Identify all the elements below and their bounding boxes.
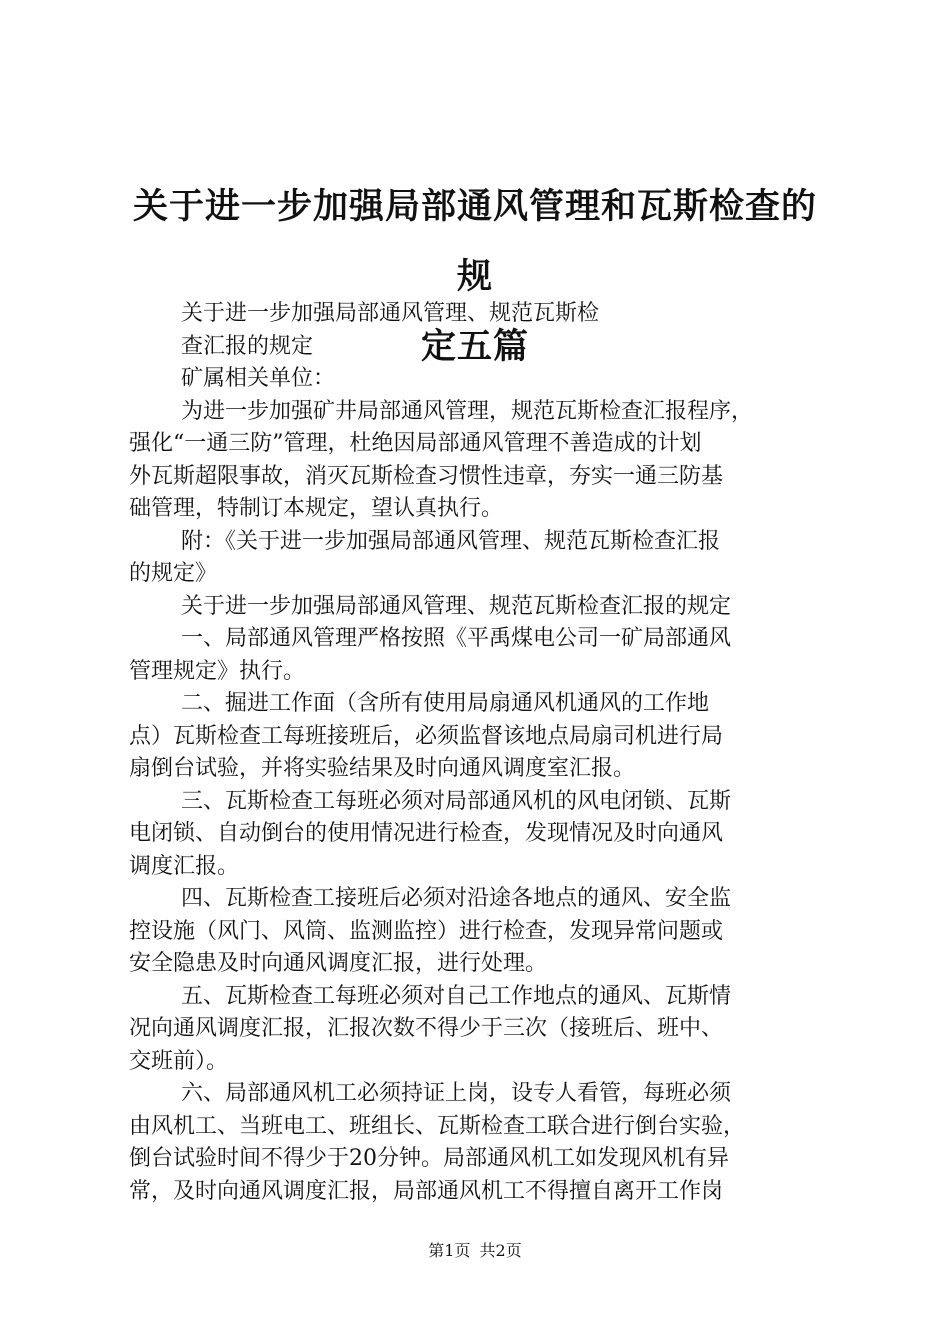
body-line: 附：《关于进一步加强局部通风管理、规范瓦斯检查汇报	[181, 528, 721, 554]
body-line: 点）瓦斯检查工每班接班后，必须监督该地点局扇司机进行局	[129, 723, 724, 749]
body-line: 关于进一步加强局部通风管理、规范瓦斯检	[181, 301, 600, 326]
body-line: 强化“一通三防”管理，杜绝因局部通风管理不善造成的计划	[129, 431, 702, 456]
body-line: 安全隐患及时向通风调度汇报，进行处理。	[129, 951, 548, 976]
body-line: 三、瓦斯检查工每班必须对局部通风机的风电闭锁、瓦斯	[181, 788, 732, 814]
title-line-1: 关于进一步加强局部通风管理和瓦斯检查的规	[132, 187, 817, 297]
body-line: 二、掘进工作面（含所有使用局扇通风机通风的工作地	[181, 691, 710, 716]
body-line: 常，及时向通风调度汇报，局部通风机工不得擅自离开工作岗	[129, 1178, 724, 1204]
body-line: 为进一步加强矿井局部通风管理，规范瓦斯检查汇报程序，	[181, 398, 754, 424]
body-line: 况向通风调度汇报，汇报次数不得少于三次（接班后、班中、	[129, 1016, 724, 1041]
body-line: 电闭锁、自动倒台的使用情况进行检查，发现情况及时向通风	[129, 821, 724, 846]
body-line: 四、瓦斯检查工接班后必须对沿途各地点的通风、安全监	[181, 886, 732, 911]
body-line: 六、局部通风机工必须持证上岗，设专人看管，每班必须	[181, 1081, 732, 1106]
title-line-2: 定五篇	[420, 327, 529, 367]
body-line: 的规定》	[129, 561, 218, 586]
body-line: 一、局部通风管理严格按照《平禹煤电公司一矿局部通风	[181, 626, 732, 651]
page-number: 第1页	[428, 1241, 471, 1260]
body-line: 倒台试验时间不得少于20分钟。局部通风机工如发现风机有异	[129, 1146, 729, 1171]
body-line: 管理规定》执行。	[129, 658, 306, 684]
body-line: 矿属相关单位：	[181, 366, 336, 391]
body-line: 础管理，特制订本规定，望认真执行。	[129, 496, 504, 521]
page-total: 共2页	[479, 1241, 522, 1260]
body-line: 控设施（风门、风筒、监测监控）进行检查，发现异常问题或	[129, 918, 724, 944]
body-line: 查汇报的规定	[181, 333, 314, 359]
body-line: 五、瓦斯检查工每班必须对自己工作地点的通风、瓦斯情	[181, 983, 732, 1009]
body-line: 关于进一步加强局部通风管理、规范瓦斯检查汇报的规定	[181, 593, 732, 619]
page-footer	[0, 1238, 950, 1261]
body-line: 扇倒台试验，并将实验结果及时向通风调度室汇报。	[129, 756, 636, 781]
body-line: 调度汇报。	[129, 853, 240, 879]
body-line: 由风机工、当班电工、班组长、瓦斯检查工联合进行倒台实验，	[129, 1113, 746, 1139]
document-body	[129, 298, 829, 1208]
body-line: 外瓦斯超限事故，消灭瓦斯检查习惯性违章，夯实一通三防基	[129, 463, 724, 489]
body-line: 交班前）。	[129, 1048, 229, 1074]
